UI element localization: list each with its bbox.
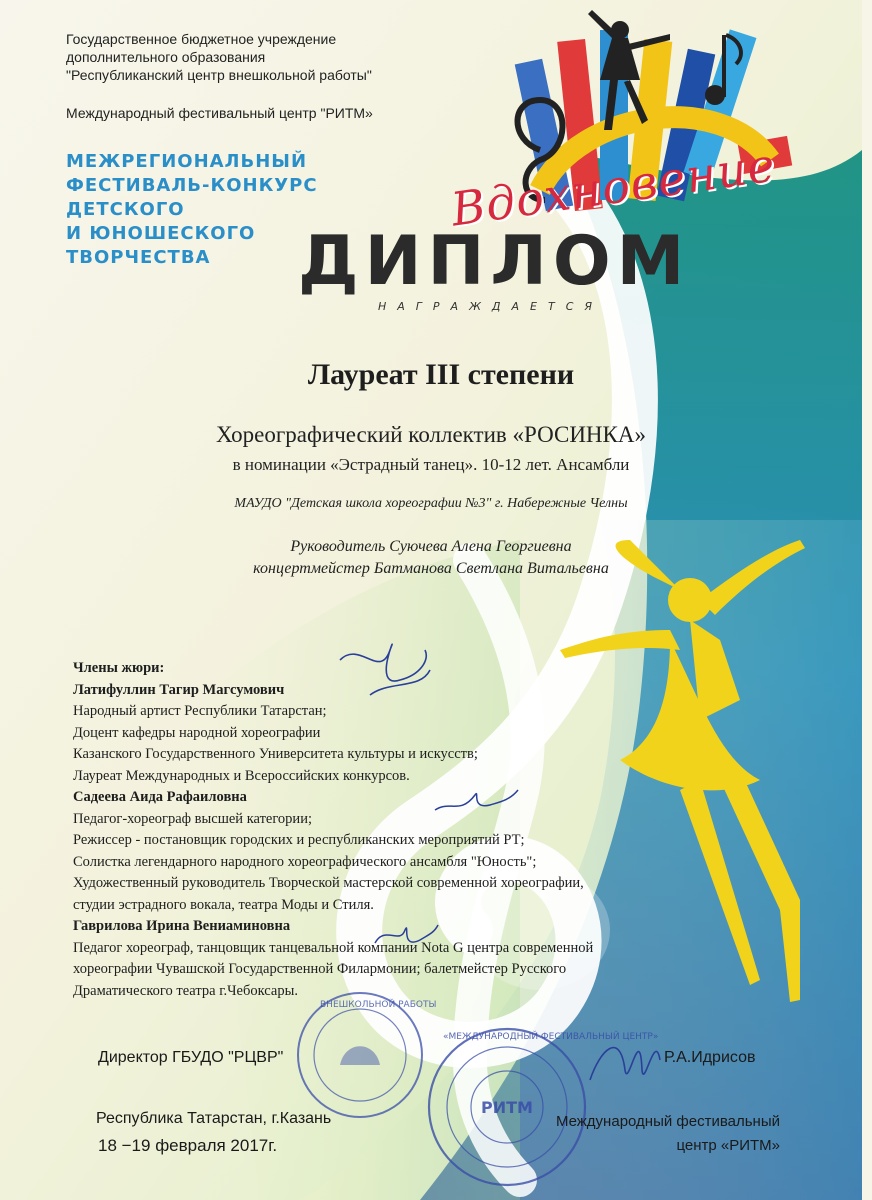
accompanist-line: концертмейстер Батманова Светлана Витальевна xyxy=(253,560,609,577)
jury-member-line: Драматического театра г.Чебоксары. xyxy=(73,982,298,999)
organizer-line-2: дополнительного образования xyxy=(66,49,266,65)
leader-line: Руководитель Суючева Алена Георгиевна xyxy=(290,538,572,555)
signature-latifullin xyxy=(330,620,440,700)
organizer-line-3: "Республиканский центр внешкольной работы" xyxy=(66,67,372,83)
festival-center-line-1: Международный фестивальный xyxy=(555,1113,780,1130)
stamp-text-right: «МЕЖДУНАРОДНЫЙ ФЕСТИВАЛЬНЫЙ ЦЕНТР» xyxy=(443,1032,659,1042)
signature-sadeeva xyxy=(430,780,520,820)
event-date: 18 −19 февраля 2017г. xyxy=(98,1136,278,1155)
round-stamp-ritm xyxy=(425,1025,659,1190)
festival-line-4: И ЮНОШЕСКОГО xyxy=(66,223,256,244)
signature-gavrilova xyxy=(370,915,440,955)
jury-member-line: Народный артист Республики Татарстан; xyxy=(73,703,327,719)
stamp-center-text: РИТМ xyxy=(481,1098,533,1117)
festival-script-title: Вдохновение xyxy=(447,137,779,237)
leaders xyxy=(0,536,862,580)
jury-heading: Члены жюри: xyxy=(73,660,165,676)
festival-center-name xyxy=(510,1110,780,1158)
jury-member-name: Гаврилова Ирина Вениаминовна xyxy=(73,918,291,934)
jury-member-line: Художественный руководитель Творческой мастерской современной хореографии, xyxy=(73,875,584,891)
signature-idrisov xyxy=(580,1010,670,1100)
jury-member-line: Режиссер - постановщик городских и республиканских мероприятий РТ; xyxy=(73,832,525,848)
festival-line-2: ФЕСТИВАЛЬ-КОНКУРС xyxy=(66,175,318,196)
jury-member-name: Садеева Аида Рафаиловна xyxy=(73,789,247,805)
school-name: МАУДО "Детская школа хореографии №3" г. Набережные Челны xyxy=(234,496,628,511)
jury-member-line: студии эстрадного вокала, театра Моды и Стиля. xyxy=(73,896,374,913)
jury-member-line: Доцент кафедры народной хореографии xyxy=(73,724,321,741)
jury-member-line: Педагог-хореограф высшей категории; xyxy=(73,810,312,827)
jury-member-line: Педагог хореограф, танцовщик танцевальной компании Nota G центра современной xyxy=(73,939,594,956)
festival-line-5: ТВОРЧЕСТВА xyxy=(66,247,211,268)
jury-member-line: Казанского Государственного Университета культуры и искусств; xyxy=(73,746,478,762)
stamp-text-left: ВНЕШКОЛЬНОЙ РАБОТЫ xyxy=(320,1000,437,1010)
jury-member-name: Латифуллин Тагир Магсумович xyxy=(73,681,285,698)
organizer-line-4: Международный фестивальный центр "РИТМ» xyxy=(66,105,373,121)
award-degree: Лауреат III степени xyxy=(307,358,575,391)
director-title: Директор ГБУДО "РЦВР" xyxy=(98,1049,284,1066)
diploma-title: ДИПЛОМ xyxy=(298,222,691,301)
festival-center-line-2: центр «РИТМ» xyxy=(676,1137,780,1154)
jury-member-line: Солистка легендарного народного хореографического ансамбля "Юность"; xyxy=(73,853,537,870)
nomination: в номинации «Эстрадный танец». 10-12 лет. Ансамбли xyxy=(232,455,630,474)
jury-member-line: Лауреат Международных и Всероссийских конкурсов. xyxy=(73,767,410,784)
festival-line-1: МЕЖРЕГИОНАЛЬНЫЙ xyxy=(66,151,308,172)
festival-line-3: ДЕТСКОГО xyxy=(66,199,185,220)
round-stamp-rcvr xyxy=(290,985,437,1125)
awarded-label: НАГРАЖДАЕТСЯ xyxy=(378,300,604,313)
jury-member-line: хореографии Чувашской Государственной Филармонии; балетмейстер Русского xyxy=(73,961,567,977)
event-place: Республика Татарстан, г.Казань xyxy=(96,1110,332,1127)
collective-name: Хореографический коллектив «РОСИНКА» xyxy=(215,422,646,447)
organizer-line-1: Государственное бюджетное учреждение xyxy=(66,31,337,47)
director-name: Р.А.Идрисов xyxy=(664,1049,756,1066)
